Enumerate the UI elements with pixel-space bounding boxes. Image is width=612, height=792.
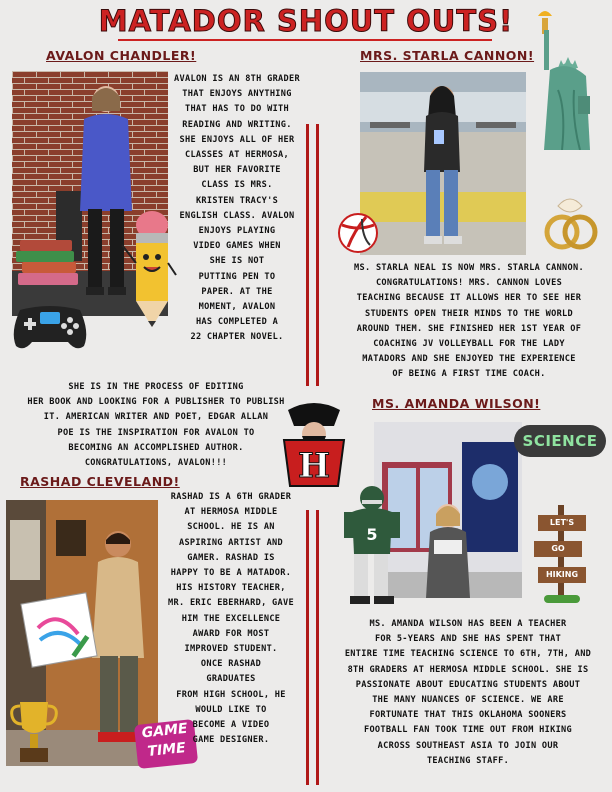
avalon-heading: AVALON CHANDLER! — [46, 48, 197, 63]
text-line: FOR 5-YEARS AND SHE HAS SPENT THAT — [374, 634, 562, 645]
game-time-word: TIME — [146, 740, 187, 760]
text-line: THAT ENJOYS ANYTHING — [182, 89, 292, 100]
jersey-number: 5 — [366, 525, 378, 544]
football-player-icon — [334, 482, 404, 616]
text-line: POE IS THE INSPIRATION FOR AVALON TO — [57, 427, 255, 438]
text-line: ENTIRE TIME TEACHING SCIENCE TO 6TH, 7TH, AND — [344, 649, 592, 660]
text-line: HIM THE EXCELLENCE — [181, 613, 281, 624]
text-line: OF BEING A FIRST TIME COACH. — [392, 369, 546, 380]
text-line: HAS COMPLETED A — [195, 317, 279, 328]
text-line: HER BOOK AND LOOKING FOR A PUBLISHER TO PUBLISH — [27, 397, 285, 408]
wilson-heading: MS. AMANDA WILSON! — [372, 396, 541, 411]
game-time-word: GAME — [141, 720, 189, 742]
text-line: HAPPY TO BE A MATADOR. — [170, 568, 292, 579]
volleyball-icon — [336, 211, 380, 255]
avalon-body-full — [6, 380, 306, 471]
text-line: PASSIONATE ABOUT EDUCATING STUDENTS ABOUT — [355, 679, 581, 690]
matador-logo — [278, 400, 350, 490]
cannon-heading: MRS. STARLA CANNON! — [360, 48, 535, 63]
grass-patch — [544, 595, 580, 603]
text-line: ASPIRING ARTIST AND — [178, 537, 283, 548]
game-controller-icon — [10, 302, 90, 354]
avalon-body-right — [170, 72, 304, 346]
rashad-heading: RASHAD CLEVELAND! — [20, 474, 180, 489]
wilson-body — [326, 617, 610, 769]
text-line: COACHING JV VOLLEYBALL FOR THE LADY — [373, 339, 565, 350]
text-line: STUDENTS OPEN THEIR MINDS TO THE WORLD — [364, 308, 573, 319]
sketchpad-icon — [18, 588, 100, 670]
text-line: CONGRATULATIONS! MRS. CANNON LOVES — [375, 278, 563, 289]
divider-line — [316, 124, 319, 386]
text-line: THAT HAS TO DO WITH — [184, 104, 289, 115]
text-line: PUTTING PEN TO — [198, 271, 276, 282]
text-line: GAME DESIGNER. — [192, 735, 270, 746]
statue-of-liberty-icon — [528, 10, 608, 150]
text-line: KRISTEN TRACY'S — [195, 195, 279, 206]
rashad-body — [158, 490, 304, 748]
text-line: SCHOOL. HE IS AN — [187, 522, 275, 533]
text-line: FORTUNATE THAT THIS OKLAHOMA SOONERS — [369, 710, 567, 721]
text-line: WOULD LIKE TO — [195, 704, 267, 715]
text-line: BECOME A VIDEO — [192, 720, 270, 731]
text-line: SHE ENJOYS ALL OF HER — [179, 134, 295, 145]
text-line: MATADORS AND SHE ENJOYED THE EXPERIENCE — [362, 354, 576, 365]
text-line: CLASSES AT HERMOSA, — [184, 150, 289, 161]
text-line: ENJOYS PLAYING — [198, 226, 276, 237]
text-line: HIS HISTORY TEACHER, — [176, 583, 286, 594]
text-line: 8TH GRADERS AT HERMOSA MIDDLE SCHOOL. SHE IS — [347, 664, 589, 675]
text-line: READING AND WRITING. — [182, 119, 292, 130]
title-underline — [118, 39, 492, 41]
sign-go: GO — [534, 541, 582, 557]
text-line: FROM HIGH SCHOOL, HE — [176, 689, 286, 700]
cannon-photo — [360, 72, 526, 255]
sign-hiking: HIKING — [538, 567, 586, 583]
text-line: MOMENT, AVALON — [198, 302, 276, 313]
books-icon — [14, 234, 84, 294]
hiking-signpost — [530, 505, 594, 605]
text-line: VIDEO GAMES WHEN — [193, 241, 281, 252]
text-line: MR. ERIC EBERHARD, GAVE — [168, 598, 294, 609]
text-line: TEACHING BECAUSE IT ALLOWS HER TO SEE HER — [356, 293, 582, 304]
text-line: AROUND THEM. SHE FINISHED HER 1ST YEAR OF — [356, 323, 582, 334]
pencil-mascot-icon — [118, 205, 178, 330]
cannon-body — [324, 261, 612, 383]
text-line: RASHAD IS A 6TH GRADER — [170, 492, 292, 502]
text-line: IT. AMERICAN WRITER AND POET, EDGAR ALLAN — [43, 412, 269, 423]
science-sticker: SCIENCE — [514, 425, 606, 457]
text-line: MS. AMANDA WILSON HAS BEEN A TEACHER — [369, 619, 567, 629]
text-line: MS. STARLA NEAL IS NOW MRS. STARLA CANNON. — [354, 263, 584, 273]
divider-line — [306, 124, 309, 386]
text-line: AT HERMOSA MIDDLE — [184, 507, 278, 518]
text-line: 22 CHAPTER NOVEL. — [190, 332, 284, 343]
text-line: ONCE RASHAD — [200, 659, 262, 670]
text-line: AVALON IS AN 8TH GRADER — [174, 74, 300, 84]
text-line: TEACHING STAFF. — [426, 755, 510, 766]
text-line: GAMER. RASHAD IS — [187, 552, 275, 563]
divider-line — [316, 510, 319, 785]
text-line: ACROSS SOUTHEAST ASIA TO JOIN OUR — [377, 740, 559, 751]
text-line: BECOMING AN ACCOMPLISHED AUTHOR. — [68, 442, 244, 453]
text-line: SHE IS IN THE PROCESS OF EDITING — [68, 382, 244, 392]
text-line: SHE IS NOT — [209, 256, 265, 267]
text-line: ENGLISH CLASS. AVALON — [179, 210, 295, 221]
school-letter: H — [297, 446, 331, 486]
text-line: AWARD FOR MOST — [192, 628, 270, 639]
text-line: GRADUATES — [206, 674, 256, 685]
text-line: CLASS IS MRS. — [201, 180, 273, 191]
text-line: BUT HER FAVORITE — [193, 165, 281, 176]
wedding-rings-icon — [538, 192, 604, 254]
text-line: PAPER. AT THE — [201, 286, 273, 297]
text-line: THE MANY NUANCES OF SCIENCE. WE ARE — [372, 695, 564, 706]
trophy-icon — [8, 696, 60, 766]
sign-lets: LET'S — [538, 515, 586, 531]
text-line: CONGRATULATIONS, AVALON!!! — [84, 458, 228, 469]
text-line: FOOTBALL FAN TOOK TIME OUT FROM HIKING — [363, 725, 572, 736]
text-line: IMPROVED STUDENT. — [184, 644, 278, 655]
page-title: MATADOR SHOUT OUTS! — [98, 4, 514, 38]
divider-line — [306, 510, 309, 785]
